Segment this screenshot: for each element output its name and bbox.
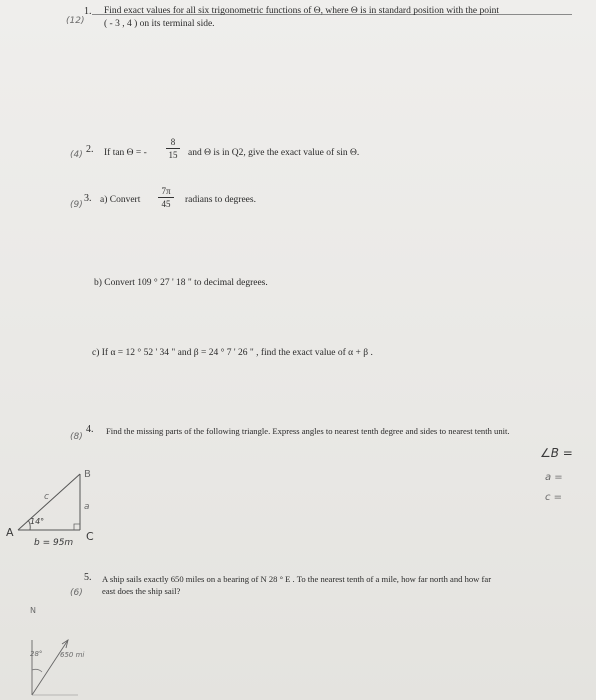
q2-points: (4) (70, 150, 83, 160)
q5-number: 5. (84, 572, 92, 583)
q2-fraction (166, 137, 180, 160)
q3a-label: a) Convert (100, 195, 141, 205)
q2-frac-denominator: 15 (168, 150, 178, 160)
sketch-north-label: N (30, 606, 36, 615)
q1-text-line2: ( - 3 , 4 ) on its terminal side. (104, 19, 215, 29)
q3a-fraction (158, 186, 174, 209)
bearing-path-line (32, 640, 68, 695)
q4-answer-side-c: c = (545, 492, 563, 503)
side-label-b: b = 95m (34, 538, 74, 548)
q2-number: 2. (86, 144, 94, 155)
q3a-frac-denominator: 45 (161, 199, 171, 209)
q3a-frac-numerator: 7π (161, 186, 171, 196)
q3-number: 3. (84, 193, 92, 204)
q4-points: (8) (70, 432, 83, 442)
triangle-hypotenuse (18, 474, 80, 530)
q4-answer-side-a: a = (545, 472, 563, 483)
q3a-suffix: radians to degrees. (185, 195, 256, 205)
angle-label: 14° (30, 517, 45, 526)
q5-text-line2: east does the ship sail? (102, 586, 181, 596)
q3-points: (9) (70, 200, 83, 210)
side-label-c: c (44, 492, 49, 502)
q2-text-suffix: and Θ is in Q2, give the exact value of sin Θ. (188, 148, 360, 158)
side-label-a: a (84, 502, 90, 512)
q3b-text: b) Convert 109 ° 27 ' 18 " to decimal degrees. (94, 278, 268, 288)
q2-frac-numerator: 8 (170, 137, 176, 147)
q4-answer-angle-b: ∠B = (540, 446, 573, 460)
q5-points: (6) (70, 588, 83, 598)
vertex-label-c: C (86, 530, 94, 543)
q1-number: 1. (84, 6, 92, 17)
q4-text: Find the missing parts of the following triangle. Express angles to nearest tenth degree and sides to nearest tenth unit. (106, 426, 510, 436)
q4-number: 4. (86, 424, 94, 435)
sketch-distance-label: 650 mi (60, 651, 85, 659)
vertex-label-b: B (84, 469, 91, 480)
q1-text-line1: Find exact values for all six trigonometric functions of Θ, where Θ is in standard position with the point (104, 6, 499, 16)
sketch-angle-label: 28° (30, 650, 43, 658)
vertex-label-a: A (6, 526, 14, 539)
q1-points: (12) (66, 16, 85, 26)
right-angle-marker (74, 524, 80, 530)
q3c-text: c) If α = 12 ° 52 ' 34 " and β = 24 ° 7 ' 26 " , find the exact value of α + β . (92, 348, 373, 358)
bearing-angle-arc (32, 669, 42, 672)
q2-text-prefix: If tan Θ = - (104, 148, 147, 158)
q5-text-line1: A ship sails exactly 650 miles on a bearing of N 28 ° E . To the nearest tenth of a mile, how far north and how far (102, 574, 492, 584)
